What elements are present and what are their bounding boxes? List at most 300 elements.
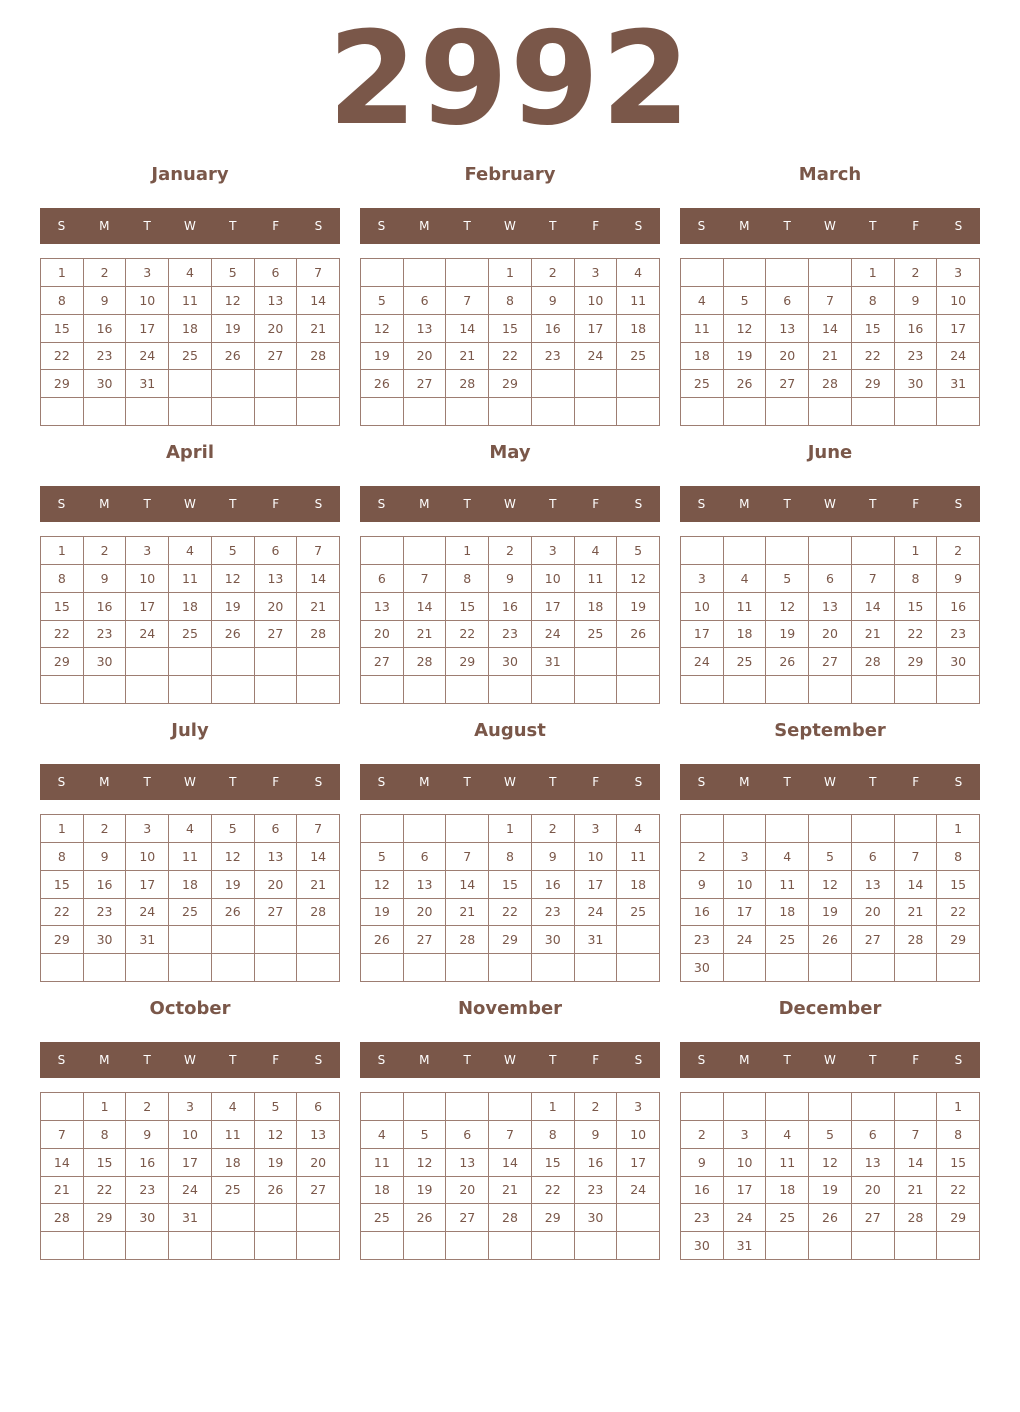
day-cell[interactable]: 3 bbox=[532, 537, 575, 565]
day-cell[interactable]: 6 bbox=[255, 259, 298, 287]
day-cell[interactable]: 7 bbox=[489, 1121, 532, 1149]
day-cell[interactable]: 16 bbox=[532, 315, 575, 343]
day-cell[interactable]: 25 bbox=[575, 621, 618, 649]
day-cell[interactable]: 20 bbox=[766, 343, 809, 371]
day-cell[interactable]: 17 bbox=[575, 871, 618, 899]
day-cell[interactable]: 2 bbox=[532, 259, 575, 287]
day-cell[interactable]: 10 bbox=[575, 287, 618, 315]
day-cell[interactable]: 27 bbox=[255, 343, 298, 371]
day-cell[interactable]: 1 bbox=[84, 1093, 127, 1121]
day-cell[interactable]: 13 bbox=[297, 1121, 340, 1149]
day-cell[interactable]: 13 bbox=[766, 315, 809, 343]
day-cell[interactable]: 22 bbox=[489, 343, 532, 371]
day-cell[interactable]: 29 bbox=[532, 1204, 575, 1232]
day-cell[interactable]: 23 bbox=[84, 899, 127, 927]
day-cell[interactable]: 31 bbox=[169, 1204, 212, 1232]
day-cell[interactable]: 12 bbox=[212, 843, 255, 871]
day-cell[interactable]: 20 bbox=[809, 621, 852, 649]
day-cell[interactable]: 26 bbox=[255, 1177, 298, 1205]
day-cell[interactable]: 1 bbox=[41, 259, 84, 287]
day-cell[interactable]: 3 bbox=[681, 565, 724, 593]
day-cell[interactable]: 14 bbox=[895, 871, 938, 899]
day-cell[interactable]: 24 bbox=[169, 1177, 212, 1205]
day-cell[interactable]: 3 bbox=[575, 259, 618, 287]
day-cell[interactable]: 16 bbox=[489, 593, 532, 621]
day-cell[interactable]: 5 bbox=[212, 815, 255, 843]
day-cell[interactable]: 17 bbox=[724, 899, 767, 927]
day-cell[interactable]: 12 bbox=[809, 871, 852, 899]
day-cell[interactable]: 25 bbox=[169, 899, 212, 927]
day-cell[interactable]: 18 bbox=[361, 1177, 404, 1205]
day-cell[interactable]: 24 bbox=[937, 343, 980, 371]
day-cell[interactable]: 4 bbox=[766, 1121, 809, 1149]
day-cell[interactable]: 23 bbox=[126, 1177, 169, 1205]
day-cell[interactable]: 13 bbox=[361, 593, 404, 621]
day-cell[interactable]: 24 bbox=[126, 899, 169, 927]
day-cell[interactable]: 18 bbox=[212, 1149, 255, 1177]
day-cell[interactable]: 3 bbox=[724, 1121, 767, 1149]
day-cell[interactable]: 31 bbox=[126, 370, 169, 398]
day-cell[interactable]: 13 bbox=[852, 871, 895, 899]
day-cell[interactable]: 6 bbox=[809, 565, 852, 593]
day-cell[interactable]: 7 bbox=[895, 1121, 938, 1149]
day-cell[interactable]: 12 bbox=[361, 315, 404, 343]
day-cell[interactable]: 30 bbox=[895, 370, 938, 398]
day-cell[interactable]: 29 bbox=[937, 926, 980, 954]
day-cell[interactable]: 30 bbox=[84, 648, 127, 676]
day-cell[interactable]: 9 bbox=[489, 565, 532, 593]
day-cell[interactable]: 9 bbox=[84, 565, 127, 593]
day-cell[interactable]: 24 bbox=[724, 926, 767, 954]
day-cell[interactable]: 27 bbox=[809, 648, 852, 676]
day-cell[interactable]: 6 bbox=[404, 843, 447, 871]
day-cell[interactable]: 8 bbox=[489, 287, 532, 315]
day-cell[interactable]: 31 bbox=[532, 648, 575, 676]
day-cell[interactable]: 7 bbox=[297, 259, 340, 287]
day-cell[interactable]: 29 bbox=[852, 370, 895, 398]
day-cell[interactable]: 29 bbox=[41, 926, 84, 954]
day-cell[interactable]: 21 bbox=[852, 621, 895, 649]
day-cell[interactable]: 24 bbox=[126, 343, 169, 371]
day-cell[interactable]: 22 bbox=[937, 899, 980, 927]
day-cell[interactable]: 11 bbox=[617, 287, 660, 315]
day-cell[interactable]: 6 bbox=[255, 537, 298, 565]
day-cell[interactable]: 25 bbox=[617, 899, 660, 927]
day-cell[interactable]: 14 bbox=[852, 593, 895, 621]
day-cell[interactable]: 30 bbox=[126, 1204, 169, 1232]
day-cell[interactable]: 22 bbox=[532, 1177, 575, 1205]
day-cell[interactable]: 25 bbox=[361, 1204, 404, 1232]
day-cell[interactable]: 4 bbox=[766, 843, 809, 871]
day-cell[interactable]: 19 bbox=[255, 1149, 298, 1177]
day-cell[interactable]: 30 bbox=[84, 926, 127, 954]
day-cell[interactable]: 7 bbox=[809, 287, 852, 315]
day-cell[interactable]: 4 bbox=[361, 1121, 404, 1149]
day-cell[interactable]: 5 bbox=[809, 1121, 852, 1149]
day-cell[interactable]: 5 bbox=[361, 287, 404, 315]
day-cell[interactable]: 20 bbox=[297, 1149, 340, 1177]
day-cell[interactable]: 16 bbox=[895, 315, 938, 343]
day-cell[interactable]: 10 bbox=[126, 287, 169, 315]
day-cell[interactable]: 7 bbox=[446, 287, 489, 315]
day-cell[interactable]: 22 bbox=[41, 621, 84, 649]
day-cell[interactable]: 27 bbox=[255, 621, 298, 649]
day-cell[interactable]: 26 bbox=[724, 370, 767, 398]
day-cell[interactable]: 3 bbox=[575, 815, 618, 843]
day-cell[interactable]: 27 bbox=[446, 1204, 489, 1232]
day-cell[interactable]: 2 bbox=[937, 537, 980, 565]
day-cell[interactable]: 28 bbox=[446, 926, 489, 954]
day-cell[interactable]: 18 bbox=[575, 593, 618, 621]
day-cell[interactable]: 25 bbox=[766, 1204, 809, 1232]
day-cell[interactable]: 9 bbox=[126, 1121, 169, 1149]
day-cell[interactable]: 18 bbox=[766, 1177, 809, 1205]
day-cell[interactable]: 12 bbox=[809, 1149, 852, 1177]
day-cell[interactable]: 6 bbox=[446, 1121, 489, 1149]
day-cell[interactable]: 13 bbox=[404, 871, 447, 899]
day-cell[interactable]: 1 bbox=[446, 537, 489, 565]
day-cell[interactable]: 5 bbox=[617, 537, 660, 565]
day-cell[interactable]: 2 bbox=[84, 259, 127, 287]
day-cell[interactable]: 8 bbox=[41, 287, 84, 315]
day-cell[interactable]: 24 bbox=[575, 899, 618, 927]
day-cell[interactable]: 20 bbox=[852, 1177, 895, 1205]
day-cell[interactable]: 7 bbox=[446, 843, 489, 871]
day-cell[interactable]: 21 bbox=[809, 343, 852, 371]
day-cell[interactable]: 22 bbox=[41, 899, 84, 927]
day-cell[interactable]: 12 bbox=[766, 593, 809, 621]
day-cell[interactable]: 3 bbox=[126, 815, 169, 843]
day-cell[interactable]: 1 bbox=[489, 815, 532, 843]
day-cell[interactable]: 29 bbox=[41, 648, 84, 676]
day-cell[interactable]: 1 bbox=[41, 815, 84, 843]
day-cell[interactable]: 18 bbox=[169, 315, 212, 343]
day-cell[interactable]: 12 bbox=[404, 1149, 447, 1177]
day-cell[interactable]: 17 bbox=[724, 1177, 767, 1205]
day-cell[interactable]: 26 bbox=[212, 621, 255, 649]
day-cell[interactable]: 16 bbox=[532, 871, 575, 899]
day-cell[interactable]: 15 bbox=[937, 871, 980, 899]
day-cell[interactable]: 23 bbox=[895, 343, 938, 371]
day-cell[interactable]: 8 bbox=[489, 843, 532, 871]
day-cell[interactable]: 11 bbox=[575, 565, 618, 593]
day-cell[interactable]: 12 bbox=[212, 287, 255, 315]
day-cell[interactable]: 21 bbox=[297, 593, 340, 621]
day-cell[interactable]: 22 bbox=[84, 1177, 127, 1205]
day-cell[interactable]: 2 bbox=[84, 815, 127, 843]
day-cell[interactable]: 13 bbox=[255, 565, 298, 593]
day-cell[interactable]: 10 bbox=[126, 565, 169, 593]
day-cell[interactable]: 23 bbox=[84, 343, 127, 371]
day-cell[interactable]: 14 bbox=[809, 315, 852, 343]
day-cell[interactable]: 10 bbox=[532, 565, 575, 593]
day-cell[interactable]: 3 bbox=[937, 259, 980, 287]
day-cell[interactable]: 9 bbox=[681, 1149, 724, 1177]
day-cell[interactable]: 17 bbox=[681, 621, 724, 649]
day-cell[interactable]: 23 bbox=[84, 621, 127, 649]
day-cell[interactable]: 23 bbox=[937, 621, 980, 649]
day-cell[interactable]: 23 bbox=[532, 343, 575, 371]
day-cell[interactable]: 8 bbox=[41, 565, 84, 593]
day-cell[interactable]: 21 bbox=[297, 871, 340, 899]
day-cell[interactable]: 17 bbox=[937, 315, 980, 343]
day-cell[interactable]: 14 bbox=[446, 871, 489, 899]
day-cell[interactable]: 12 bbox=[212, 565, 255, 593]
day-cell[interactable]: 25 bbox=[724, 648, 767, 676]
day-cell[interactable]: 11 bbox=[169, 287, 212, 315]
day-cell[interactable]: 30 bbox=[84, 370, 127, 398]
day-cell[interactable]: 16 bbox=[575, 1149, 618, 1177]
day-cell[interactable]: 16 bbox=[937, 593, 980, 621]
day-cell[interactable]: 9 bbox=[84, 287, 127, 315]
day-cell[interactable]: 9 bbox=[84, 843, 127, 871]
day-cell[interactable]: 5 bbox=[766, 565, 809, 593]
day-cell[interactable]: 26 bbox=[212, 899, 255, 927]
day-cell[interactable]: 6 bbox=[297, 1093, 340, 1121]
day-cell[interactable]: 4 bbox=[212, 1093, 255, 1121]
day-cell[interactable]: 13 bbox=[255, 843, 298, 871]
day-cell[interactable]: 8 bbox=[937, 843, 980, 871]
day-cell[interactable]: 5 bbox=[212, 259, 255, 287]
day-cell[interactable]: 2 bbox=[84, 537, 127, 565]
day-cell[interactable]: 9 bbox=[681, 871, 724, 899]
day-cell[interactable]: 27 bbox=[404, 926, 447, 954]
day-cell[interactable]: 22 bbox=[446, 621, 489, 649]
day-cell[interactable]: 19 bbox=[617, 593, 660, 621]
day-cell[interactable]: 5 bbox=[724, 287, 767, 315]
day-cell[interactable]: 20 bbox=[404, 899, 447, 927]
day-cell[interactable]: 30 bbox=[937, 648, 980, 676]
day-cell[interactable]: 20 bbox=[404, 343, 447, 371]
day-cell[interactable]: 1 bbox=[937, 815, 980, 843]
day-cell[interactable]: 13 bbox=[255, 287, 298, 315]
day-cell[interactable]: 16 bbox=[84, 315, 127, 343]
day-cell[interactable]: 15 bbox=[41, 315, 84, 343]
day-cell[interactable]: 11 bbox=[212, 1121, 255, 1149]
day-cell[interactable]: 3 bbox=[126, 259, 169, 287]
day-cell[interactable]: 30 bbox=[575, 1204, 618, 1232]
day-cell[interactable]: 15 bbox=[41, 871, 84, 899]
day-cell[interactable]: 30 bbox=[681, 954, 724, 982]
day-cell[interactable]: 16 bbox=[681, 1177, 724, 1205]
day-cell[interactable]: 18 bbox=[617, 315, 660, 343]
day-cell[interactable]: 11 bbox=[169, 843, 212, 871]
day-cell[interactable]: 19 bbox=[212, 593, 255, 621]
day-cell[interactable]: 2 bbox=[532, 815, 575, 843]
day-cell[interactable]: 3 bbox=[169, 1093, 212, 1121]
day-cell[interactable]: 25 bbox=[617, 343, 660, 371]
day-cell[interactable]: 1 bbox=[895, 537, 938, 565]
day-cell[interactable]: 11 bbox=[169, 565, 212, 593]
day-cell[interactable]: 8 bbox=[446, 565, 489, 593]
day-cell[interactable]: 2 bbox=[681, 843, 724, 871]
day-cell[interactable]: 20 bbox=[255, 315, 298, 343]
day-cell[interactable]: 18 bbox=[681, 343, 724, 371]
day-cell[interactable]: 17 bbox=[126, 593, 169, 621]
day-cell[interactable]: 4 bbox=[617, 259, 660, 287]
day-cell[interactable]: 21 bbox=[895, 899, 938, 927]
day-cell[interactable]: 29 bbox=[84, 1204, 127, 1232]
day-cell[interactable]: 8 bbox=[852, 287, 895, 315]
day-cell[interactable]: 11 bbox=[766, 871, 809, 899]
day-cell[interactable]: 17 bbox=[126, 315, 169, 343]
day-cell[interactable]: 21 bbox=[404, 621, 447, 649]
day-cell[interactable]: 14 bbox=[404, 593, 447, 621]
day-cell[interactable]: 31 bbox=[575, 926, 618, 954]
day-cell[interactable]: 15 bbox=[895, 593, 938, 621]
day-cell[interactable]: 6 bbox=[852, 843, 895, 871]
day-cell[interactable]: 2 bbox=[575, 1093, 618, 1121]
day-cell[interactable]: 10 bbox=[617, 1121, 660, 1149]
day-cell[interactable]: 19 bbox=[361, 343, 404, 371]
day-cell[interactable]: 6 bbox=[404, 287, 447, 315]
day-cell[interactable]: 1 bbox=[852, 259, 895, 287]
day-cell[interactable]: 12 bbox=[255, 1121, 298, 1149]
day-cell[interactable]: 4 bbox=[169, 537, 212, 565]
day-cell[interactable]: 21 bbox=[489, 1177, 532, 1205]
day-cell[interactable]: 12 bbox=[361, 871, 404, 899]
day-cell[interactable]: 28 bbox=[895, 926, 938, 954]
day-cell[interactable]: 25 bbox=[766, 926, 809, 954]
day-cell[interactable]: 26 bbox=[809, 1204, 852, 1232]
day-cell[interactable]: 9 bbox=[895, 287, 938, 315]
day-cell[interactable]: 14 bbox=[41, 1149, 84, 1177]
day-cell[interactable]: 18 bbox=[169, 871, 212, 899]
day-cell[interactable]: 7 bbox=[404, 565, 447, 593]
day-cell[interactable]: 19 bbox=[212, 871, 255, 899]
day-cell[interactable]: 15 bbox=[446, 593, 489, 621]
day-cell[interactable]: 6 bbox=[852, 1121, 895, 1149]
day-cell[interactable]: 23 bbox=[489, 621, 532, 649]
day-cell[interactable]: 22 bbox=[895, 621, 938, 649]
day-cell[interactable]: 27 bbox=[404, 370, 447, 398]
day-cell[interactable]: 3 bbox=[617, 1093, 660, 1121]
day-cell[interactable]: 1 bbox=[41, 537, 84, 565]
day-cell[interactable]: 14 bbox=[489, 1149, 532, 1177]
day-cell[interactable]: 24 bbox=[575, 343, 618, 371]
day-cell[interactable]: 25 bbox=[681, 370, 724, 398]
day-cell[interactable]: 21 bbox=[41, 1177, 84, 1205]
day-cell[interactable]: 31 bbox=[126, 926, 169, 954]
day-cell[interactable]: 31 bbox=[937, 370, 980, 398]
day-cell[interactable]: 18 bbox=[617, 871, 660, 899]
day-cell[interactable]: 18 bbox=[169, 593, 212, 621]
day-cell[interactable]: 5 bbox=[361, 843, 404, 871]
day-cell[interactable]: 16 bbox=[126, 1149, 169, 1177]
day-cell[interactable]: 10 bbox=[724, 1149, 767, 1177]
day-cell[interactable]: 27 bbox=[852, 1204, 895, 1232]
day-cell[interactable]: 4 bbox=[169, 815, 212, 843]
day-cell[interactable]: 6 bbox=[766, 287, 809, 315]
day-cell[interactable]: 7 bbox=[297, 537, 340, 565]
day-cell[interactable]: 18 bbox=[724, 621, 767, 649]
day-cell[interactable]: 8 bbox=[532, 1121, 575, 1149]
day-cell[interactable]: 19 bbox=[766, 621, 809, 649]
day-cell[interactable]: 30 bbox=[489, 648, 532, 676]
day-cell[interactable]: 10 bbox=[126, 843, 169, 871]
day-cell[interactable]: 17 bbox=[169, 1149, 212, 1177]
day-cell[interactable]: 29 bbox=[41, 370, 84, 398]
day-cell[interactable]: 2 bbox=[681, 1121, 724, 1149]
day-cell[interactable]: 7 bbox=[895, 843, 938, 871]
day-cell[interactable]: 27 bbox=[255, 899, 298, 927]
day-cell[interactable]: 12 bbox=[724, 315, 767, 343]
day-cell[interactable]: 20 bbox=[255, 871, 298, 899]
day-cell[interactable]: 19 bbox=[404, 1177, 447, 1205]
day-cell[interactable]: 28 bbox=[489, 1204, 532, 1232]
day-cell[interactable]: 16 bbox=[84, 593, 127, 621]
day-cell[interactable]: 30 bbox=[681, 1232, 724, 1260]
day-cell[interactable]: 26 bbox=[617, 621, 660, 649]
day-cell[interactable]: 20 bbox=[255, 593, 298, 621]
day-cell[interactable]: 1 bbox=[532, 1093, 575, 1121]
day-cell[interactable]: 25 bbox=[212, 1177, 255, 1205]
day-cell[interactable]: 10 bbox=[724, 871, 767, 899]
day-cell[interactable]: 14 bbox=[297, 287, 340, 315]
day-cell[interactable]: 24 bbox=[724, 1204, 767, 1232]
day-cell[interactable]: 26 bbox=[766, 648, 809, 676]
day-cell[interactable]: 9 bbox=[937, 565, 980, 593]
day-cell[interactable]: 13 bbox=[404, 315, 447, 343]
day-cell[interactable]: 26 bbox=[361, 926, 404, 954]
day-cell[interactable]: 6 bbox=[361, 565, 404, 593]
day-cell[interactable]: 17 bbox=[575, 315, 618, 343]
day-cell[interactable]: 3 bbox=[126, 537, 169, 565]
day-cell[interactable]: 23 bbox=[575, 1177, 618, 1205]
day-cell[interactable]: 10 bbox=[575, 843, 618, 871]
day-cell[interactable]: 5 bbox=[404, 1121, 447, 1149]
day-cell[interactable]: 13 bbox=[809, 593, 852, 621]
day-cell[interactable]: 1 bbox=[937, 1093, 980, 1121]
day-cell[interactable]: 22 bbox=[937, 1177, 980, 1205]
day-cell[interactable]: 5 bbox=[255, 1093, 298, 1121]
day-cell[interactable]: 16 bbox=[84, 871, 127, 899]
day-cell[interactable]: 21 bbox=[297, 315, 340, 343]
day-cell[interactable]: 24 bbox=[681, 648, 724, 676]
day-cell[interactable]: 8 bbox=[84, 1121, 127, 1149]
day-cell[interactable]: 26 bbox=[361, 370, 404, 398]
day-cell[interactable]: 28 bbox=[297, 899, 340, 927]
day-cell[interactable]: 19 bbox=[212, 315, 255, 343]
day-cell[interactable]: 15 bbox=[852, 315, 895, 343]
day-cell[interactable]: 5 bbox=[212, 537, 255, 565]
day-cell[interactable]: 11 bbox=[361, 1149, 404, 1177]
day-cell[interactable]: 10 bbox=[169, 1121, 212, 1149]
day-cell[interactable]: 2 bbox=[895, 259, 938, 287]
day-cell[interactable]: 9 bbox=[575, 1121, 618, 1149]
day-cell[interactable]: 14 bbox=[446, 315, 489, 343]
day-cell[interactable]: 17 bbox=[532, 593, 575, 621]
day-cell[interactable]: 22 bbox=[852, 343, 895, 371]
day-cell[interactable]: 23 bbox=[532, 899, 575, 927]
day-cell[interactable]: 24 bbox=[126, 621, 169, 649]
day-cell[interactable]: 26 bbox=[404, 1204, 447, 1232]
day-cell[interactable]: 29 bbox=[446, 648, 489, 676]
day-cell[interactable]: 4 bbox=[617, 815, 660, 843]
day-cell[interactable]: 4 bbox=[575, 537, 618, 565]
day-cell[interactable]: 15 bbox=[41, 593, 84, 621]
day-cell[interactable]: 9 bbox=[532, 843, 575, 871]
day-cell[interactable]: 2 bbox=[126, 1093, 169, 1121]
day-cell[interactable]: 29 bbox=[937, 1204, 980, 1232]
day-cell[interactable]: 6 bbox=[255, 815, 298, 843]
day-cell[interactable]: 11 bbox=[724, 593, 767, 621]
day-cell[interactable]: 25 bbox=[169, 343, 212, 371]
day-cell[interactable]: 16 bbox=[681, 899, 724, 927]
day-cell[interactable]: 8 bbox=[41, 843, 84, 871]
day-cell[interactable]: 20 bbox=[361, 621, 404, 649]
day-cell[interactable]: 14 bbox=[297, 843, 340, 871]
